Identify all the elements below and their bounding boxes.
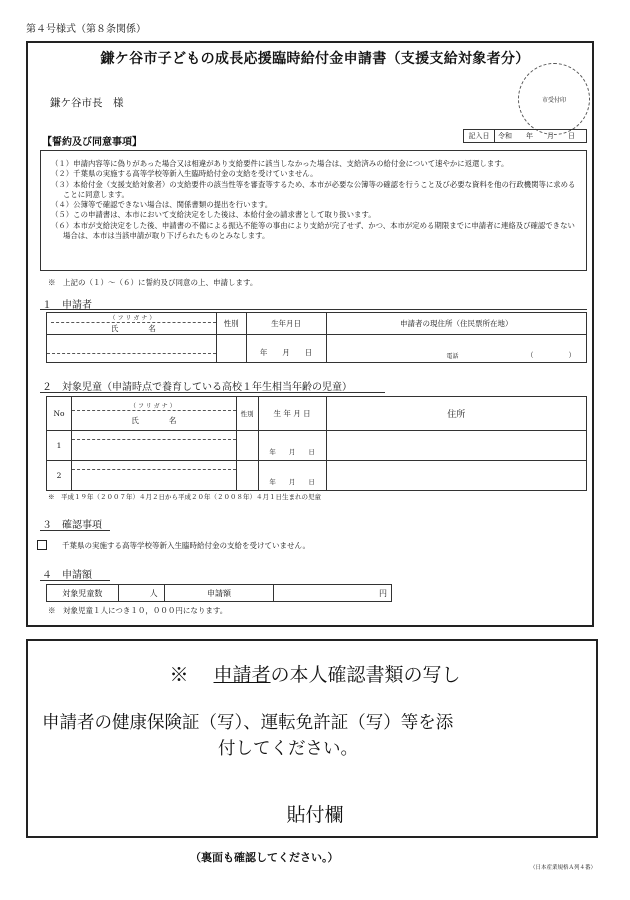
applicant-dob-label: 生年月日 [246, 313, 326, 335]
id-docs-title-rest: の本人確認書類の写し [270, 664, 461, 686]
child-no-label: No [47, 397, 72, 431]
table-row [47, 461, 587, 491]
form-number: 第４号様式（第８条関係） [26, 24, 146, 35]
pledge-heading: 【誓約及び同意事項】 [42, 137, 142, 148]
child-name-field[interactable] [71, 431, 236, 461]
id-docs-body [42, 710, 598, 762]
applicant-address-label: 申請者の現住所（住民票所在地） [326, 313, 587, 335]
paste-area-label: 貼付欄 [286, 804, 344, 826]
child-name-label: 氏 名 [131, 416, 177, 425]
agree-note: ※ 上記の（１）～（６）に誓約及び同意の上、申請します。 [48, 278, 258, 287]
form-title: 鎌ケ谷市子どもの成長応援臨時給付金申請書（支援支給対象者分） [100, 51, 530, 67]
applicant-section-title: １ 申請者 [42, 300, 92, 311]
entry-date-box[interactable] [463, 129, 587, 143]
asterisk-mark: ※ [169, 664, 189, 686]
id-docs-title-underlined: 申請者 [213, 664, 271, 686]
confirmation-checkbox[interactable] [37, 540, 47, 550]
applicant-name-field[interactable] [47, 335, 217, 363]
child-name-field[interactable] [71, 461, 236, 491]
phone-label: 電話 [446, 353, 459, 360]
amount-field[interactable]: 円 [274, 585, 392, 602]
section-divider [40, 309, 587, 310]
pledge-item: （１）申請内容等に偽りがあった場合又は相違があり支給要件に該当しなかった場合は、支給済みの給付金について速やかに返還します。 [51, 159, 509, 168]
applicant-dob-field[interactable]: 年 月 日 [246, 335, 326, 363]
children-note: ※ 平成１９年（２００７年）４月２日から平成２０年（２００８年）４月１日生まれの児童 [48, 493, 321, 501]
applicant-furigana-label: （フリガナ） [51, 313, 216, 323]
id-docs-body-line: 付してください。 [218, 739, 358, 759]
entry-date-value: 令和 年 月 日 [498, 132, 575, 140]
confirmation-section-title: ３ 確認事項 [42, 520, 102, 531]
section-divider [40, 392, 385, 393]
section-divider [40, 530, 110, 531]
child-dob-label: 生 年 月 日 [258, 397, 326, 431]
child-no: 2 [47, 461, 72, 491]
child-no: 1 [47, 431, 72, 461]
amount-label: 申請額 [164, 585, 274, 602]
id-docs-body-line: 申請者の健康保険証（写）、運転免許証（写）等を添 [42, 713, 454, 733]
children-section-title: ２ 対象児童（申請時点で養育している高校１年生相当年齢の児童） [42, 382, 352, 393]
pledge-box [40, 150, 587, 271]
child-address-field[interactable] [326, 431, 586, 461]
amount-table [46, 584, 392, 602]
child-furigana-label: （フリガナ） [72, 401, 236, 411]
applicant-sex-label: 性別 [216, 313, 246, 335]
spec-note: （日本産業規格Ａ列４番） [530, 865, 597, 871]
child-dob-field[interactable]: 年 月 日 [258, 461, 326, 491]
pledge-item: （２）千葉県の実施する高等学校等新入生臨時給付金の支給を受けていません。 [51, 169, 318, 179]
child-sex-label: 性別 [236, 397, 258, 431]
applicant-table [46, 312, 587, 363]
pledge-item: （６）本市が支給決定をした後、申請書の不備による振込不能等の事由により支給が完了せず、かつ、本市が定める期限までに申請者に連絡及び確認できない場合は、本市は当該申請が取り下げられたものとみなします。 [51, 220, 575, 241]
children-table [46, 396, 587, 491]
applicant-sex-field[interactable] [216, 335, 246, 363]
entry-date-label: 記入日 [464, 130, 495, 142]
count-label: 対象児童数 [47, 585, 119, 602]
pledge-item: （４）公簿等で確認できない場合は、関係書類の提出を行います。 [51, 200, 273, 210]
child-sex-field[interactable] [236, 431, 258, 461]
count-field[interactable]: 人 [118, 585, 164, 602]
reception-stamp-area: 市受付印 [518, 63, 590, 135]
applicant-address-field[interactable] [326, 335, 587, 363]
amount-note: ※ 対象児童１人につき１０，０００円になります。 [48, 606, 228, 615]
section-divider [40, 580, 110, 581]
child-dob-field[interactable]: 年 月 日 [258, 431, 326, 461]
child-address-label: 住所 [326, 397, 586, 431]
pledge-item: （３）本給付金（支援支給対象者）の支給要件の該当性等を審査等するため、本市が必要な公簿等の確認を行うこと及び必要な資料を他の行政機関等に求めることに同意します。 [51, 179, 576, 199]
phone-field[interactable]: （ ） [526, 351, 576, 359]
id-docs-title [0, 660, 630, 687]
table-row [47, 431, 587, 461]
child-sex-field[interactable] [236, 461, 258, 491]
addressee: 鎌ケ谷市長 様 [50, 97, 124, 109]
child-address-field[interactable] [326, 461, 586, 491]
applicant-name-label: 氏 名 [110, 324, 156, 333]
confirmation-text: 千葉県の実施する高等学校等新入生臨時給付金の支給を受けていません。 [62, 541, 310, 550]
footer-note: （裏面も確認してください。） [190, 851, 339, 864]
amount-section-title: ４ 申請額 [42, 570, 92, 581]
pledge-item: （５）この申請書は、本市において支給決定をした後は、本給付金の請求書として取り扱います。 [51, 210, 376, 220]
